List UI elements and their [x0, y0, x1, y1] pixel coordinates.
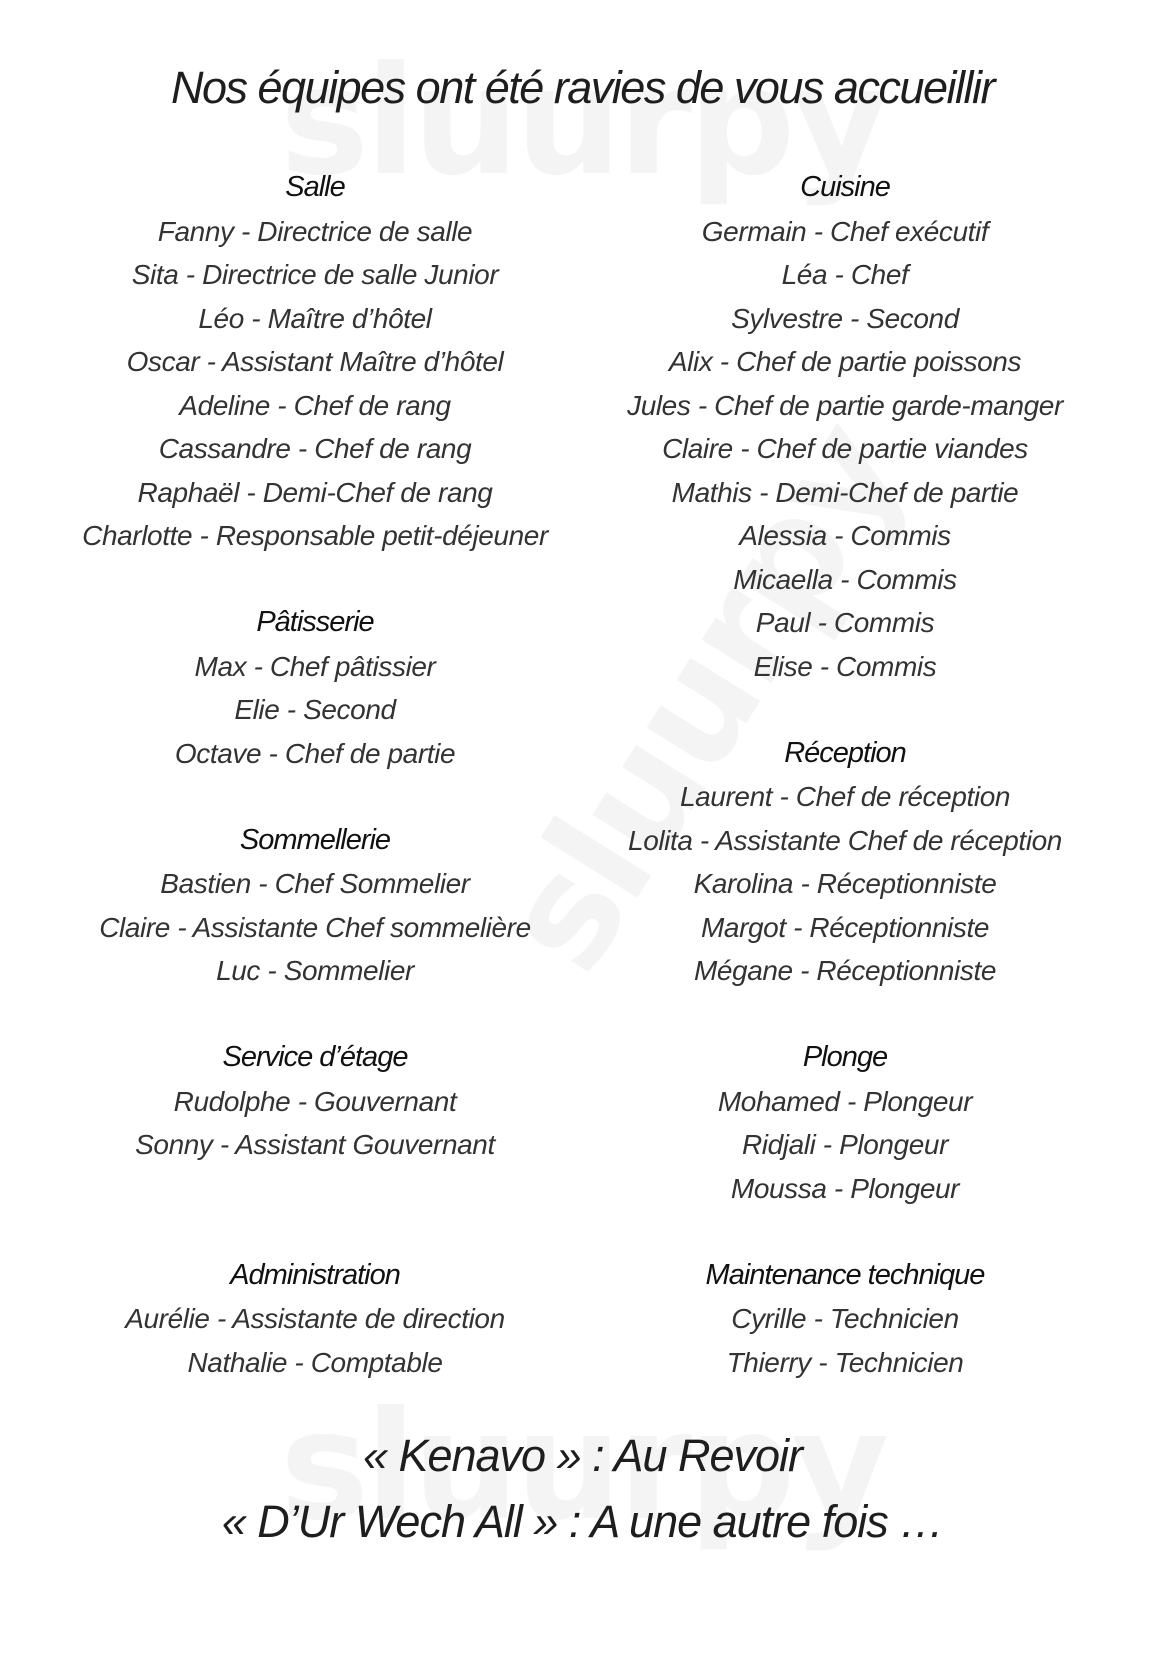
team-member: Paul - Commis [755, 607, 935, 638]
left-column [35, 166, 595, 1428]
team-member: Bastien - Chef Sommelier [160, 868, 470, 899]
team-section [565, 732, 1125, 993]
team-member: Charlotte - Responsable petit-déjeuner [82, 520, 548, 551]
team-member: Rudolphe - Gouvernant [173, 1085, 457, 1117]
section-title: Pâtisserie [256, 606, 374, 638]
team-member: Léa - Chef [781, 259, 909, 290]
team-member: Mégane - Réceptionniste [693, 955, 997, 986]
team-section [35, 1254, 595, 1385]
team-section [35, 1036, 595, 1210]
team-member: Lolita - Assistante Chef de réception [628, 824, 1062, 856]
team-member: Ridjali - Plongeur [741, 1129, 948, 1160]
team-member: Thierry - Technicien [726, 1346, 964, 1378]
team-member: Luc - Sommelier [216, 955, 414, 986]
team-member: Alessia - Commis [739, 520, 951, 551]
team-member: Margot - Réceptionniste [700, 911, 990, 943]
team-section [35, 601, 595, 775]
team-member: Cyrille - Technicien [731, 1303, 959, 1334]
team-member: Sylvestre - Second [731, 302, 959, 334]
team-member: Sonny - Assistant Gouvernant [135, 1129, 495, 1160]
team-section [565, 166, 1125, 688]
section-title: Maintenance technique [705, 1258, 985, 1291]
section-title: Service d’étage [222, 1041, 408, 1073]
team-member: Micaella - Commis [733, 563, 957, 595]
section-title: Cuisine [800, 171, 890, 203]
team-member: Elie - Second [234, 694, 396, 725]
section-title: Plonge [802, 1041, 888, 1073]
team-member: Elise - Commis [753, 650, 937, 682]
team-member: Jules - Chef de partie garde-manger [627, 389, 1063, 421]
section-title: Réception [784, 736, 906, 769]
team-member: Laurent - Chef de réception [679, 781, 1011, 812]
team-member: Sita - Directrice de salle Junior [131, 259, 499, 290]
team-member: Léo - Maître d’hôtel [198, 302, 432, 334]
farewell-line-durwechall: « D’Ur Wech All » : A une autre fois … [221, 1496, 944, 1547]
farewell-line-kenavo: « Kenavo » : Au Revoir [362, 1430, 803, 1481]
team-member: Octave - Chef de partie [174, 737, 456, 769]
team-member [35, 1167, 595, 1211]
team-member: Claire - Chef de partie viandes [662, 433, 1028, 464]
team-member: Raphaël - Demi-Chef de rang [137, 476, 493, 508]
team-member: Adeline - Chef de rang [179, 389, 451, 421]
team-section [565, 1036, 1125, 1210]
team-member: Max - Chef pâtissier [194, 650, 436, 682]
team-section [35, 166, 595, 558]
right-column [565, 166, 1125, 1428]
team-member: Oscar - Assistant Maître d’hôtel [126, 346, 504, 377]
team-member: Cassandre - Chef de rang [158, 433, 472, 464]
team-member: Moussa - Plongeur [730, 1172, 960, 1204]
team-member: Aurélie - Assistante de direction [125, 1303, 505, 1334]
team-member: Claire - Assistante Chef sommelière [99, 911, 531, 943]
page-title: Nos équipes ont été ravies de vous accueillir [171, 62, 994, 113]
team-member: Nathalie - Comptable [187, 1346, 443, 1378]
section-title: Sommellerie [239, 823, 391, 856]
team-member: Mohamed - Plongeur [717, 1085, 973, 1117]
team-section [565, 1254, 1125, 1385]
team-section [35, 819, 595, 993]
team-member: Karolina - Réceptionniste [693, 868, 997, 899]
team-member: Alix - Chef de partie poissons [668, 346, 1022, 377]
section-title: Salle [285, 171, 345, 203]
team-member: Germain - Chef exécutif [701, 215, 989, 247]
team-member: Fanny - Directrice de salle [157, 215, 473, 247]
team-member: Mathis - Demi-Chef de partie [671, 476, 1019, 508]
section-title: Administration [230, 1258, 400, 1291]
